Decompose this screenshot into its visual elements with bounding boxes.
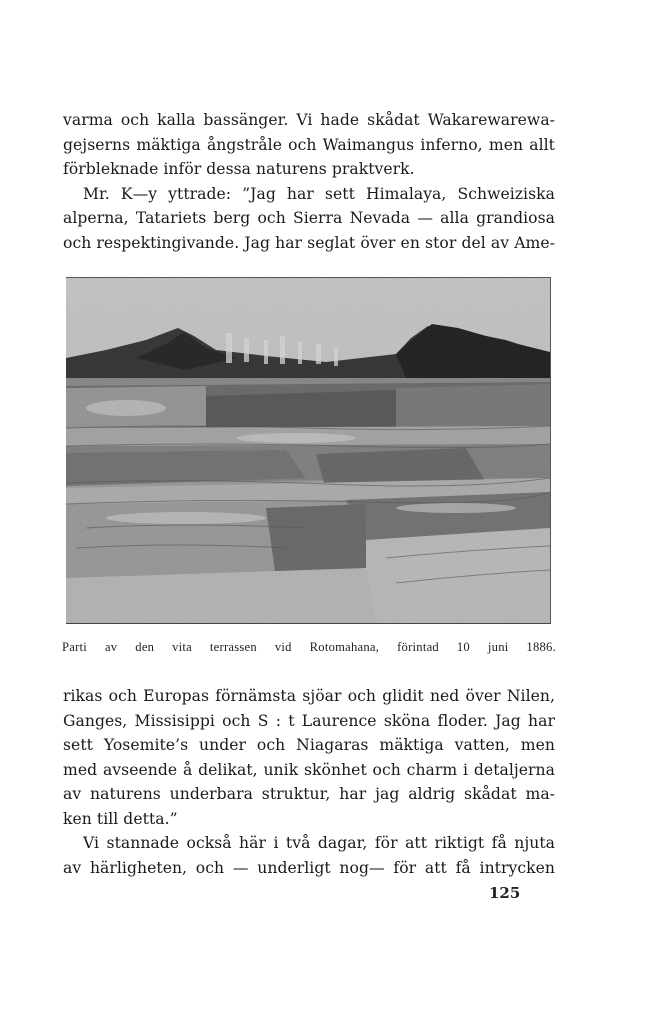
terrace-photograph (66, 277, 551, 624)
top-text-block (63, 108, 555, 255)
text-line: alperna, Tatariets berg och Sierra Nevada — alla grandiosa (63, 209, 555, 227)
text-line: rikas och Europas förnämsta sjöar och glidit ned över Nilen, (63, 687, 555, 705)
text-line: Ganges, Missisippi och S : t Laurence sköna floder. Jag har (63, 711, 555, 730)
figure-caption: Parti av den vita terrassen vid Rotomahana, förintad 10 juni 1886. (62, 640, 556, 654)
bottom-text-block (63, 684, 555, 880)
text-line: sett Yosemite’s under och Niagaras mäktiga vatten, men (63, 736, 555, 754)
text-line: och respektingivande. Jag har seglat över en stor del av Ame- (63, 233, 555, 252)
text-line: av naturens underbara struktur, har jag aldrig skådat ma- (63, 785, 555, 803)
text-line: ken till detta.” (63, 809, 178, 828)
text-line: av härligheten, och — underligt nog— för att få intrycken (63, 858, 555, 877)
text-line: Mr. K—y yttrade: ”Jag har sett Himalaya, Schweiziska (83, 184, 555, 203)
text-line: med avseende å delikat, unik skönhet och charm i detaljerna (63, 760, 555, 779)
page-number: 125 (489, 884, 521, 902)
text-line: varma och kalla bassänger. Vi hade skådat Wakarewarewa- (63, 111, 555, 129)
text-line: förbleknade inför dessa naturens praktverk. (63, 160, 415, 178)
text-line: gejserns mäktiga ångstråle och Waimangus inferno, men allt (63, 135, 555, 154)
text-line: Vi stannade också här i två dagar, för att riktigt få njuta (83, 834, 555, 852)
